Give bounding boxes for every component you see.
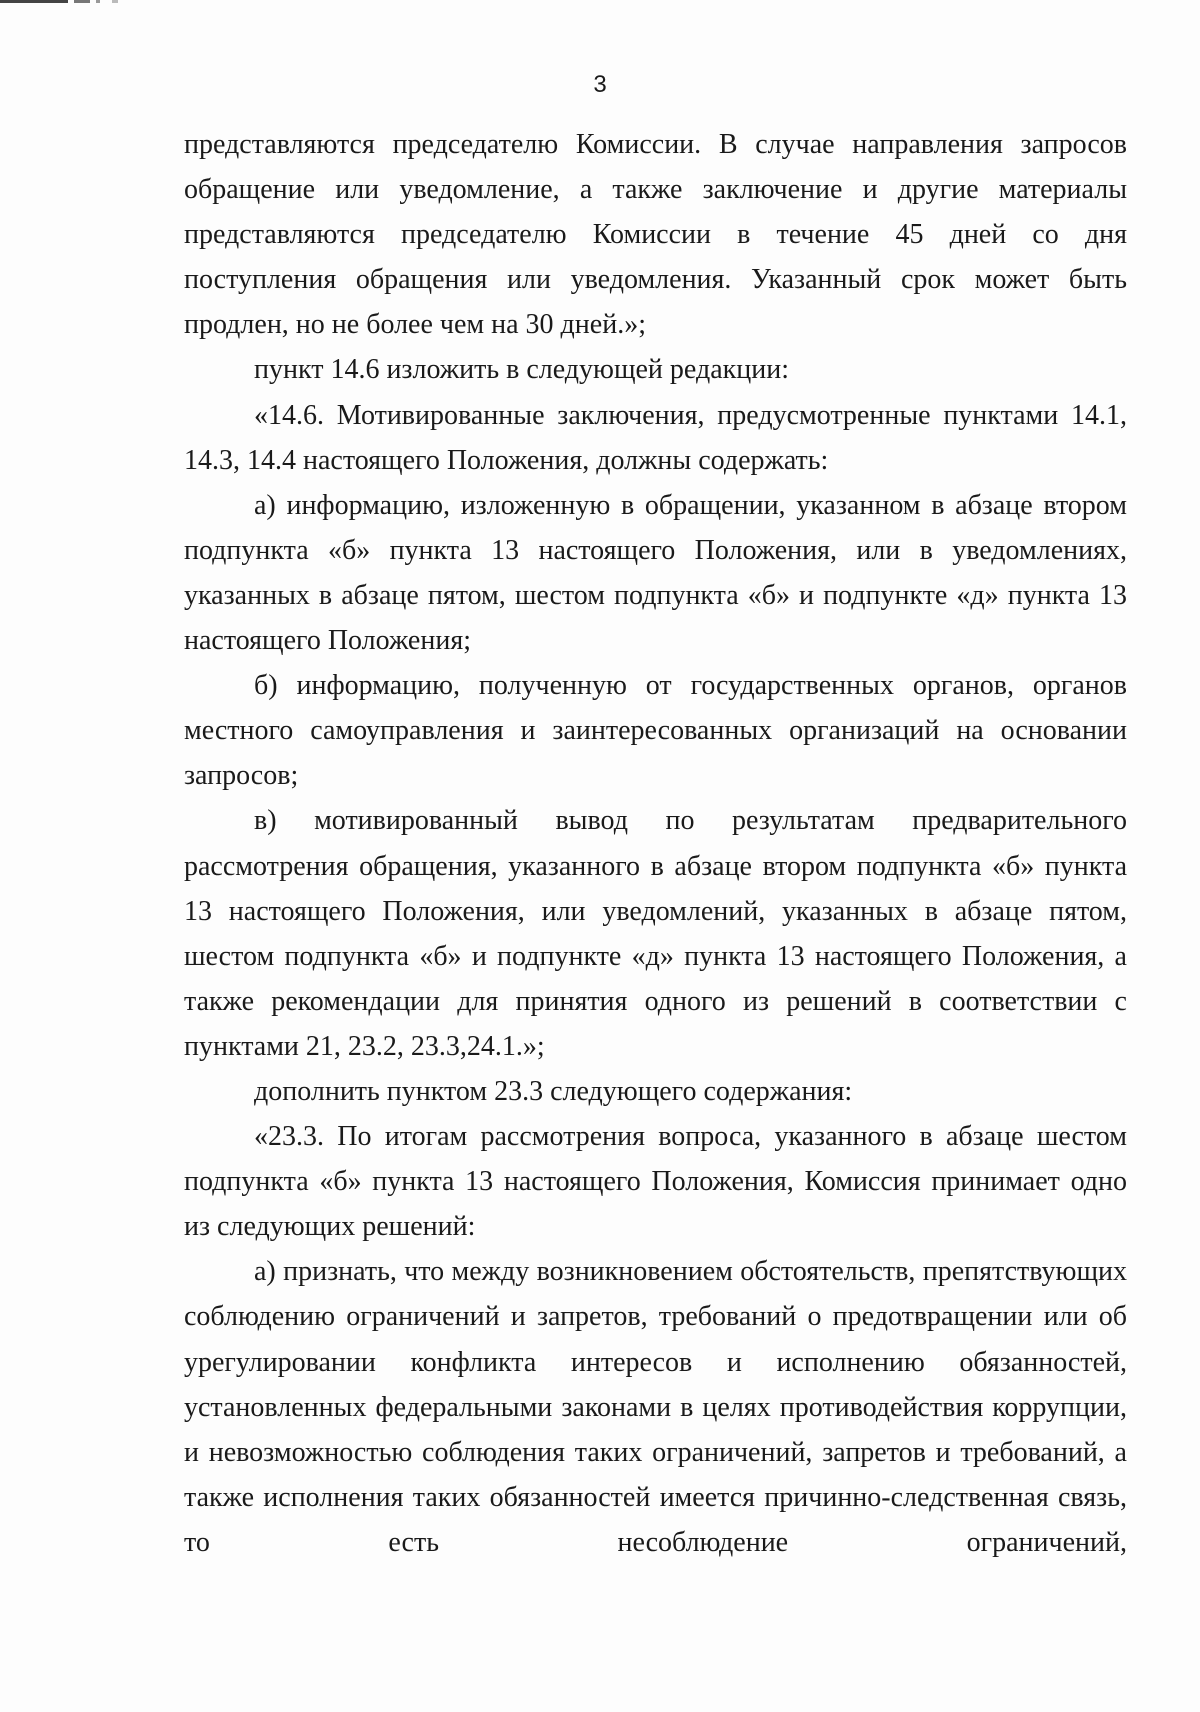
page-number: 3 — [593, 71, 607, 98]
paragraph-item-23-3-instruction: дополнить пунктом 23.3 следующего содержания: — [254, 1075, 853, 1107]
scan-edge-mark — [0, 0, 118, 3]
document-body — [184, 122, 1127, 1565]
paragraph-subitem-a: а) информацию, изложенную в обращении, указанном в абзаце втором подпункта «б» пункта 13 настоящего Положения, или в уведомлениях, указанных в абзаце пятом, шестом подпункта «б» и подпункте «д» пункта 13 настоящего Положения; — [184, 489, 1127, 657]
paragraph-subitem-v: в) мотивированный вывод по результатам предварительного рассмотрения обращения, указанного в абзаце втором подпункта «б» пункта 13 настоящего Положения, или уведомлений, указанных в абзаце пятом, шестом подпункта «б» и подпункте «д» пункта 13 настоящего Положения, а также рекомендации для принятия одного из решений в соответствии с пунктами 21, 23.2, 23.3,24.1.»; — [184, 805, 1127, 1062]
paragraph-item-14-6-text: «14.6. Мотивированные заключения, предусмотренные пунктами 14.1, 14.3, 14.4 настоящего Положения, должны содержать: — [184, 399, 1127, 476]
paragraph-item-14-6-instruction: пункт 14.6 изложить в следующей редакции: — [254, 354, 789, 386]
paragraph-item-23-3-text: «23.3. По итогам рассмотрения вопроса, указанного в абзаце шестом подпункта «б» пункта 13 настоящего Положения, Комиссия принимает одно из следующих решений: — [184, 1121, 1127, 1243]
paragraph-subitem-b: б) информацию, полученную от государственных органов, органов местного самоуправления и заинтересованных организаций на основании запросов; — [184, 670, 1127, 792]
paragraph-continuation: представляются председателю Комиссии. В случае направления запросов обращение или уведомление, а также заключение и другие материалы представляются председателю Комиссии в течение 45 дней со дня поступления обращения или уведомления. Указанный срок может быть продлен, но не более чем на 30 дней.»; — [184, 129, 1127, 341]
paragraph-decision-a: а) признать, что между возникновением обстоятельств, препятствующих соблюдению ограничений и запретов, требований о предотвращении или об урегулировании конфликта интересов и исполнению обязанностей, установленных федеральными законами в целях противодействия коррупции, и невозможностью соблюдения таких ограничений, запретов и требований, а также исполнения таких обязанностей имеется причинно-следственная связь, то есть несоблюдение ограничений, — [184, 1256, 1127, 1558]
